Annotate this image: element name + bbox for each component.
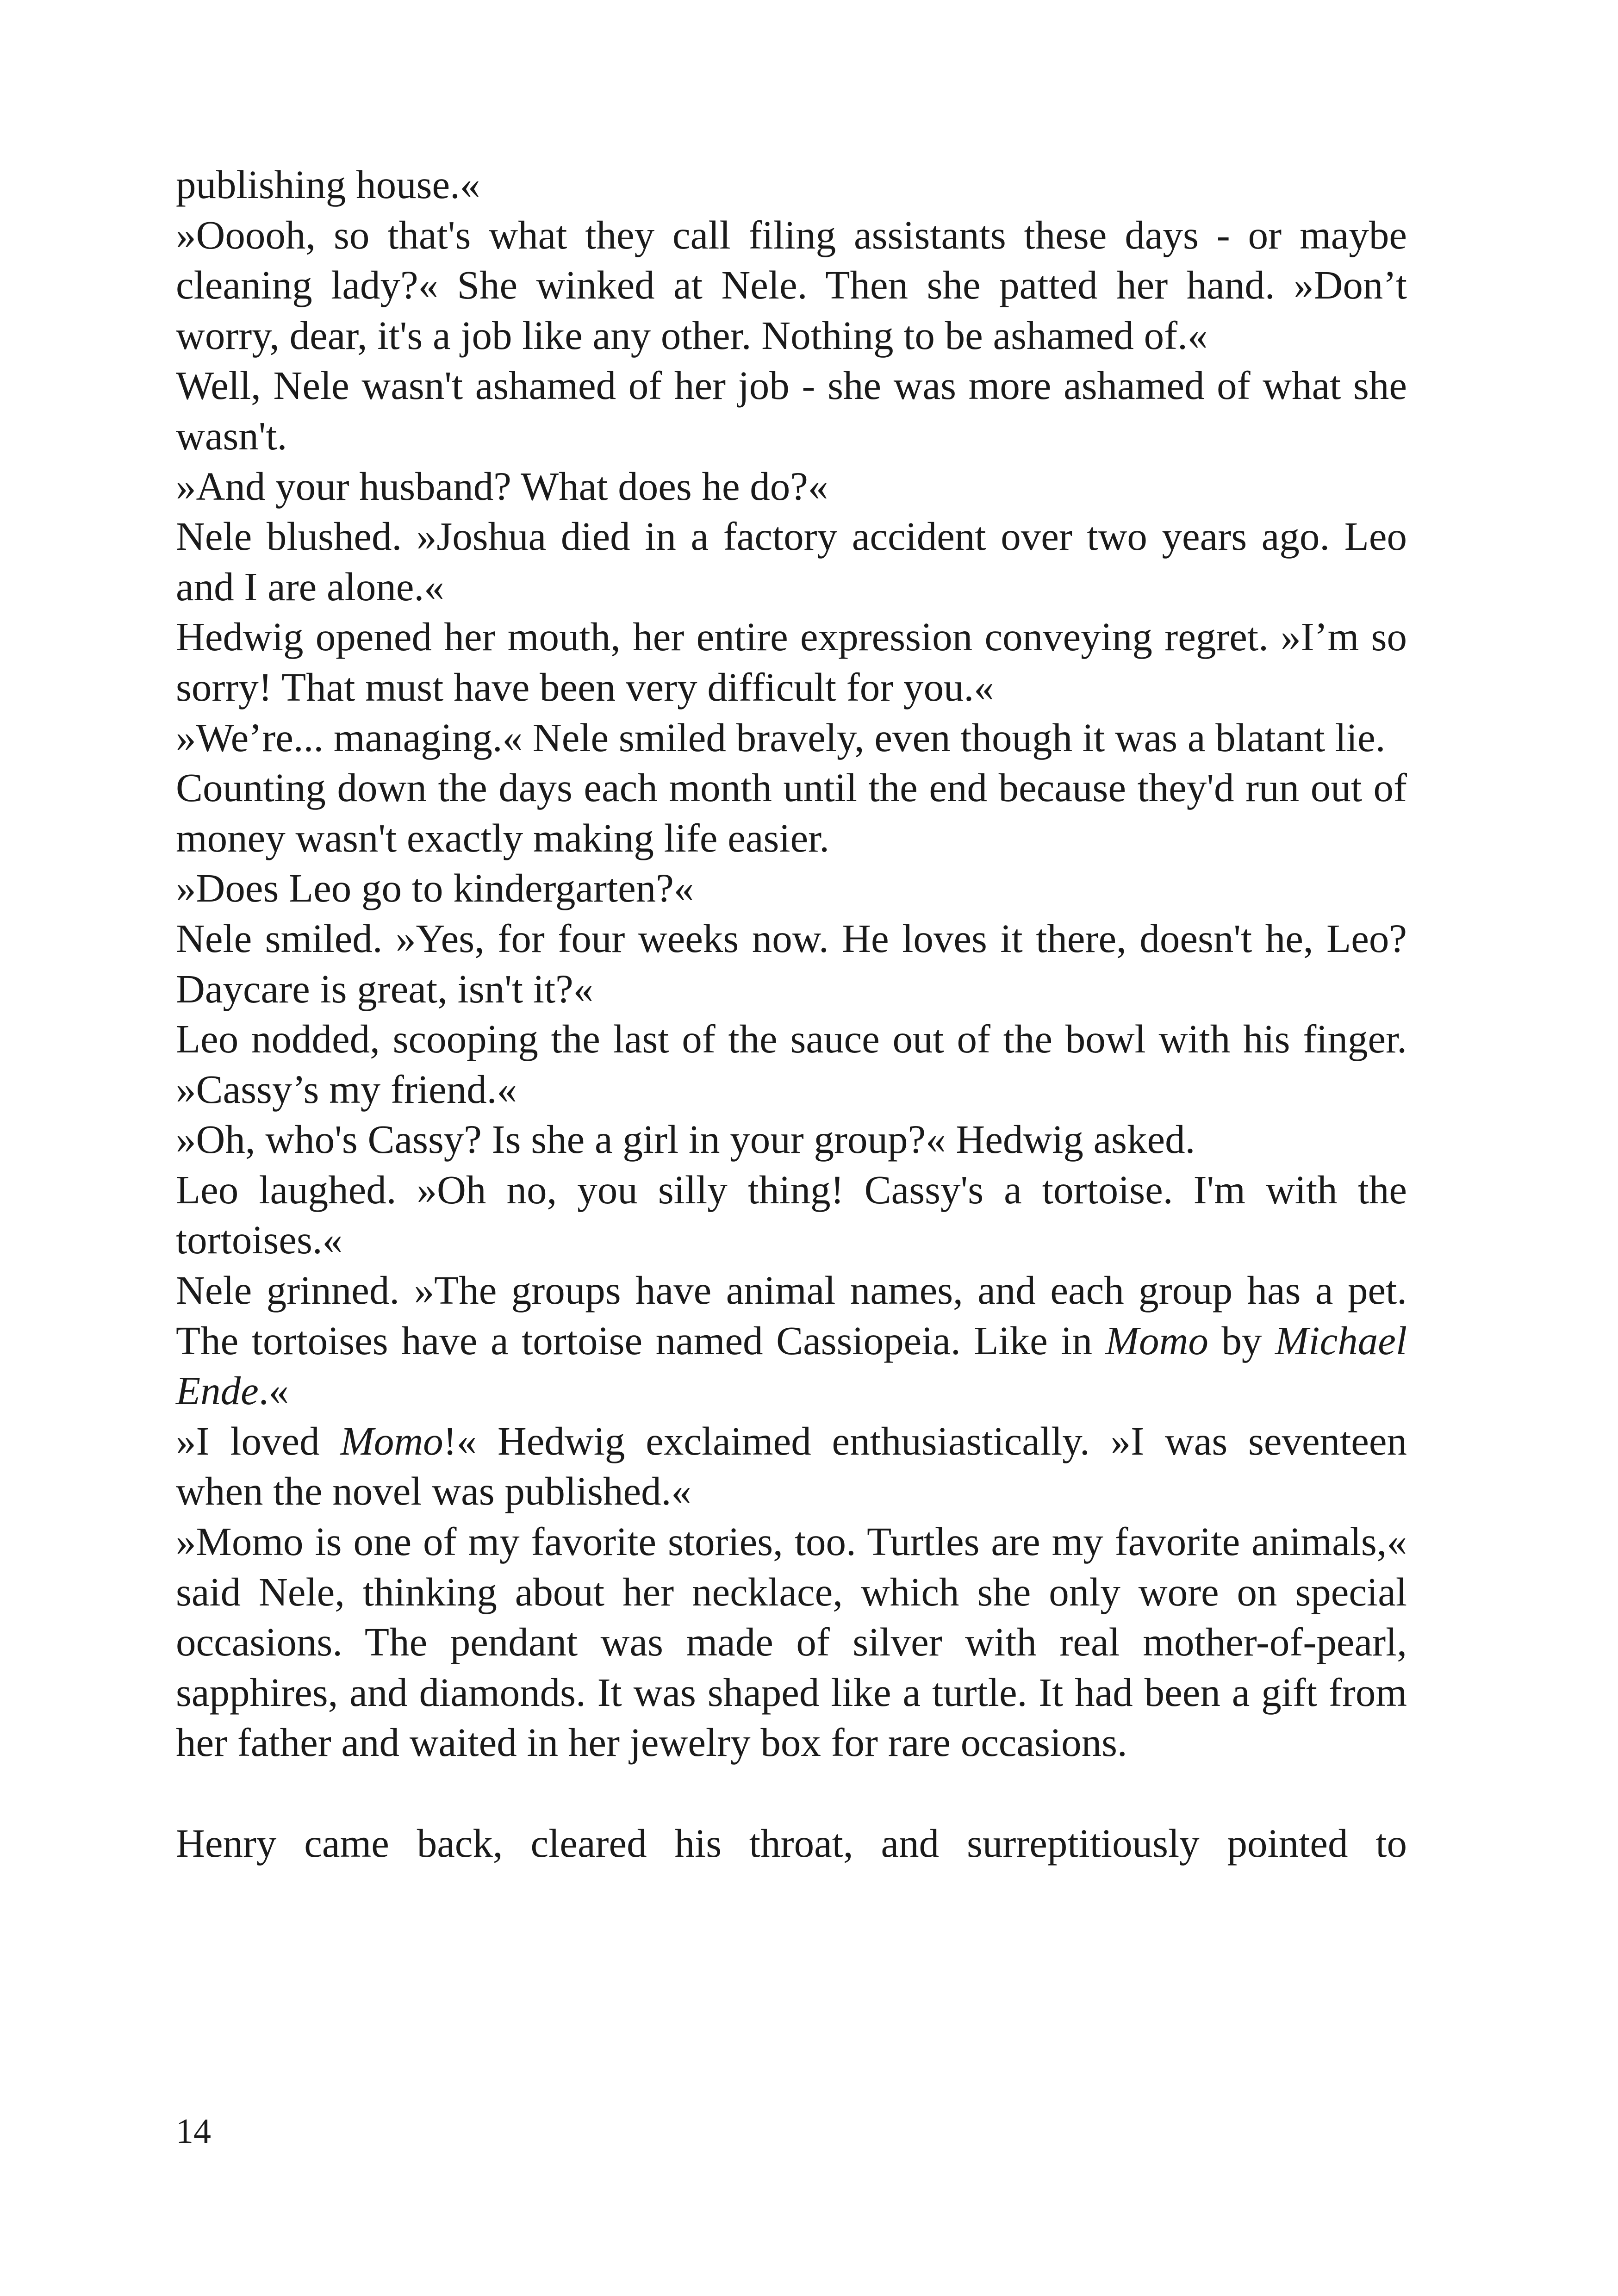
paragraph-text: by (1208, 1318, 1275, 1363)
book-title-momo: Momo (1105, 1318, 1208, 1363)
paragraph: »And your husband? What does he do?« (176, 463, 828, 509)
paragraph-text: »I loved (176, 1418, 341, 1463)
paragraph: Hedwig opened her mouth, her entire expression conveying regret. »I’m so sorry! That must have been very difficult for you.« (176, 614, 1407, 709)
paragraph: »Does Leo go to kindergarten?« (176, 865, 694, 911)
paragraph: »Momo is one of my favorite stories, too. Turtles are my favorite animals,« said Nele, thinking about her necklace, which she only wore on special occasions. The pendant was made of silver with real mother-of-pearl, sapphires, and diamonds. It was shaped like a turtle. It had been a gift from her father and waited in her jewelry box for rare occasions. (176, 1519, 1407, 1765)
page-number: 14 (176, 2112, 211, 2151)
paragraph: publishing house.« (176, 162, 480, 207)
paragraph: »We’re... managing.« Nele smiled bravely, even though it was a blatant lie. (176, 715, 1386, 760)
paragraph: Nele blushed. »Joshua died in a factory accident over two years ago. Leo and I are alone.« (176, 514, 1407, 609)
paragraph-text: !« Hedwig exclaimed enthusiastically. »I was seventeen when the novel was published.« (176, 1418, 1407, 1514)
paragraph: Nele smiled. »Yes, for four weeks now. He loves it there, doesn't he, Leo? Daycare is great, isn't it?« (176, 915, 1407, 1011)
author-name: Michael Ende (176, 1318, 1407, 1413)
paragraph: »Ooooh, so that's what they call filing assistants these days - or maybe cleaning lady?« She winked at Nele. Then she patted her hand. »Don’t worry, dear, it's a job like any other. Nothing to be ashamed of.« (176, 212, 1407, 358)
body-text (176, 160, 1407, 1868)
paragraph: Counting down the days each month until the end because they'd run out of money wasn't exactly making life easier. (176, 765, 1407, 860)
paragraph: Leo nodded, scooping the last of the sauce out of the bowl with his finger. »Cassy’s my friend.« (176, 1016, 1407, 1112)
paragraph (176, 1265, 1407, 1416)
paragraph: Leo laughed. »Oh no, you silly thing! Cassy's a tortoise. I'm with the tortoises.« (176, 1167, 1407, 1263)
book-title-momo: Momo (340, 1418, 443, 1463)
paragraph: Well, Nele wasn't ashamed of her job - she was more ashamed of what she wasn't. (176, 363, 1407, 458)
paragraph (176, 1416, 1407, 1517)
paragraph-text: Nele grinned. »The groups have animal names, and each group has a pet. The tortoises have a tortoise named Cassiopeia. Like in (176, 1268, 1407, 1363)
paragraph: »Oh, who's Cassy? Is she a girl in your group?« Hedwig asked. (176, 1117, 1195, 1162)
paragraph: Henry came back, cleared his throat, and surreptitiously pointed to (176, 1820, 1407, 1866)
paragraph-text: .« (258, 1368, 289, 1413)
